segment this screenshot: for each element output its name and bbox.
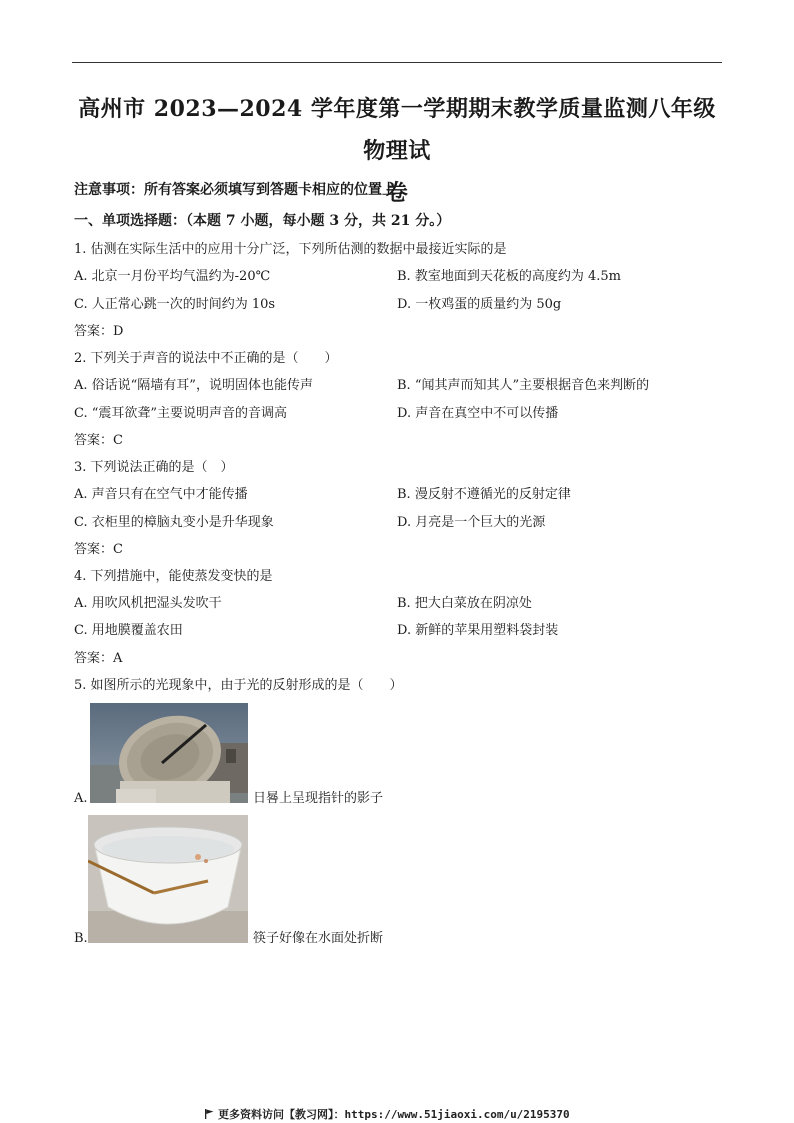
sundial-photo — [90, 703, 248, 803]
question-2-option-b: B. “闻其声而知其人”主要根据音色来判断的 — [397, 378, 650, 393]
flag-icon — [205, 1109, 214, 1119]
question-2-option-c: C. “震耳欲聋”主要说明声音的音调高 — [74, 406, 288, 421]
question-4-stem: 4. 下列措施中，能使蒸发变快的是 — [74, 569, 273, 584]
question-1-option-d: D. 一枚鸡蛋的质量约为 50g — [397, 297, 562, 312]
question-3-answer: 答案：C — [74, 542, 123, 557]
question-4-option-a: A. 用吹风机把湿头发吹干 — [74, 596, 222, 611]
question-2-option-a: A. 俗话说“隔墙有耳”，说明固体也能传声 — [74, 378, 313, 393]
question-3-option-b: B. 漫反射不遵循光的反射定律 — [397, 487, 571, 502]
title-line-2: 卷 — [385, 180, 409, 206]
question-3-stem: 3. 下列说法正确的是（ ） — [74, 460, 234, 475]
question-1-option-a: A. 北京一月份平均气温约为-20℃ — [74, 269, 271, 284]
chopsticks-bowl-photo — [88, 815, 248, 943]
question-1-stem: 1. 估测在实际生活中的应用十分广泛，下列所估测的数据中最接近实际的是 — [74, 242, 507, 257]
question-5-option-a-letter: A. — [74, 791, 88, 806]
question-4-option-b: B. 把大白菜放在阴凉处 — [397, 596, 532, 611]
question-5-option-b-text: 筷子好像在水面处折断 — [253, 931, 384, 946]
question-4-answer: 答案：A — [74, 651, 123, 666]
question-5-option-a-text: 日晷上呈现指针的影子 — [253, 791, 384, 806]
question-1-option-b: B. 教室地面到天花板的高度约为 4.5m — [397, 269, 621, 284]
question-5-stem: 5. 如图所示的光现象中，由于光的反射形成的是（ ） — [74, 678, 403, 693]
footer-text: 更多资料访问【教习网】：https://www.51jiaoxi.com/u/2195370 — [218, 1108, 570, 1121]
header-rule — [72, 62, 722, 63]
question-3-option-c: C. 衣柜里的樟脑丸变小是升华现象 — [74, 515, 274, 530]
question-3-option-a: A. 声音只有在空气中才能传播 — [74, 487, 248, 502]
question-1-answer: 答案：D — [74, 324, 124, 339]
question-3-option-d: D. 月亮是一个巨大的光源 — [397, 515, 546, 530]
question-1-option-c: C. 人正常心跳一次的时间约为 10s — [74, 297, 276, 312]
footer-link[interactable] — [205, 1106, 570, 1122]
question-4-option-d: D. 新鲜的苹果用塑料袋封装 — [397, 623, 559, 638]
section-heading: 一、单项选择题：（本题 7 小题，每小题 3 分，共 21 分。） — [74, 213, 451, 229]
notice: 注意事项：所有答案必须填写到答题卡相应的位置上 — [74, 182, 396, 198]
question-2-stem: 2. 下列关于声音的说法中不正确的是（ ） — [74, 351, 338, 366]
question-5-option-b-letter: B. — [74, 931, 88, 946]
question-4-option-c: C. 用地膜覆盖农田 — [74, 623, 183, 638]
question-2-answer: 答案：C — [74, 433, 123, 448]
title-line-1: 高州市 2023—2024 学年度第一学期期末教学质量监测八年级物理试 — [78, 96, 716, 164]
question-2-option-d: D. 声音在真空中不可以传播 — [397, 406, 559, 421]
